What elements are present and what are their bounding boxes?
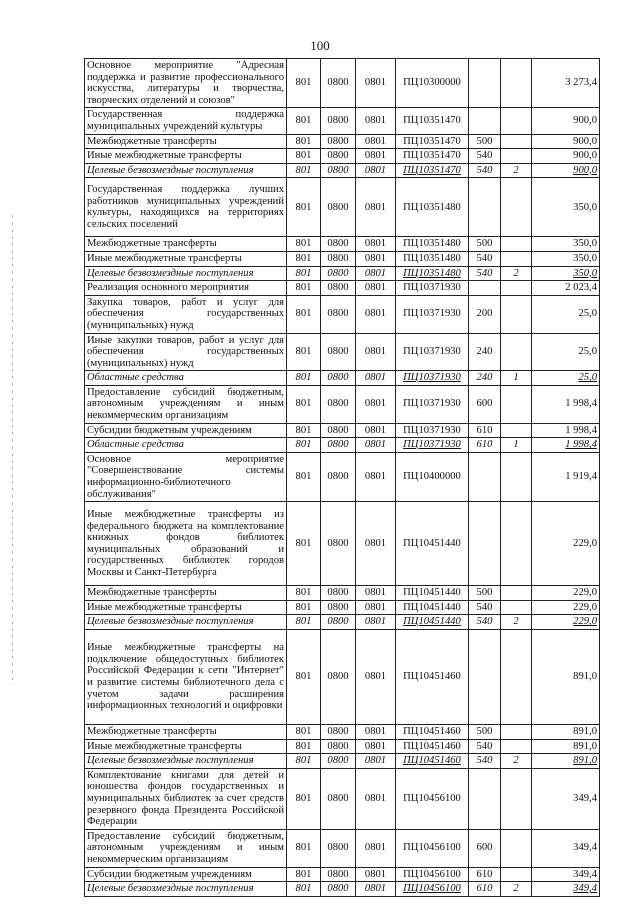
- table-row-subtotal: [85, 371, 600, 386]
- expense-type-cell: [469, 59, 501, 108]
- ministry-code-cell: 801: [287, 768, 321, 829]
- expense-type-cell: 500: [469, 237, 501, 252]
- section-code-cell: 0800: [321, 768, 356, 829]
- source-code-cell: 2: [501, 882, 532, 897]
- source-code-cell: [501, 134, 532, 149]
- section-code-cell: 0800: [321, 371, 356, 386]
- subsection-code-cell: 0801: [356, 149, 396, 164]
- section-code-cell: 0800: [321, 600, 356, 615]
- target-item-cell: ПЦ10351480: [396, 237, 469, 252]
- target-item-cell: ПЦ10451460: [396, 725, 469, 740]
- source-code-cell: [501, 739, 532, 754]
- section-code-cell: 0800: [321, 725, 356, 740]
- expense-type-cell: 610: [469, 867, 501, 882]
- table-row-subtotal: [85, 615, 600, 630]
- target-item-cell: ПЦ10451440: [396, 600, 469, 615]
- table-row: [85, 739, 600, 754]
- section-code-cell: 0800: [321, 134, 356, 149]
- section-code-cell: 0800: [321, 423, 356, 438]
- ministry-code-cell: 801: [287, 600, 321, 615]
- ministry-code-cell: 801: [287, 266, 321, 281]
- target-item-cell: ПЦ10456100: [396, 829, 469, 867]
- amount-cell: 350,0: [532, 266, 600, 281]
- table-row: [85, 867, 600, 882]
- source-code-cell: [501, 829, 532, 867]
- expense-type-cell: 540: [469, 149, 501, 164]
- row-name-cell: Межбюджетные трансферты: [85, 134, 287, 149]
- row-name-cell: Закупка товаров, работ и услуг для обеспечения государственных (муниципальных) нужд: [85, 295, 287, 333]
- table-row: [85, 108, 600, 134]
- amount-cell: 229,0: [532, 586, 600, 601]
- table-row: [85, 630, 600, 725]
- expense-type-cell: [469, 178, 501, 237]
- amount-cell: 349,4: [532, 867, 600, 882]
- row-name-cell: Основное мероприятие "Адресная поддержка и развитие профессионального искусства, литературы и творчества, творческих отделений и союзов": [85, 59, 287, 108]
- table-row: [85, 385, 600, 423]
- amount-cell: 891,0: [532, 630, 600, 725]
- row-name-cell: Целевые безвозмездные поступления: [85, 266, 287, 281]
- ministry-code-cell: 801: [287, 251, 321, 266]
- expense-type-cell: 540: [469, 754, 501, 769]
- target-item-cell: ПЦ10371930: [396, 371, 469, 386]
- target-item-cell: ПЦ10351470: [396, 149, 469, 164]
- table-row: [85, 281, 600, 296]
- table-row: [85, 452, 600, 501]
- amount-cell: 349,4: [532, 882, 600, 897]
- table-row: [85, 423, 600, 438]
- amount-cell: 900,0: [532, 149, 600, 164]
- section-code-cell: 0800: [321, 251, 356, 266]
- source-code-cell: [501, 630, 532, 725]
- ministry-code-cell: 801: [287, 59, 321, 108]
- source-code-cell: [501, 333, 532, 371]
- source-code-cell: [501, 149, 532, 164]
- table-row: [85, 59, 600, 108]
- row-name-cell: Целевые безвозмездные поступления: [85, 754, 287, 769]
- source-code-cell: 2: [501, 266, 532, 281]
- subsection-code-cell: 0801: [356, 768, 396, 829]
- subsection-code-cell: 0801: [356, 600, 396, 615]
- row-name-cell: Реализация основного мероприятия: [85, 281, 287, 296]
- subsection-code-cell: 0801: [356, 867, 396, 882]
- amount-cell: 25,0: [532, 371, 600, 386]
- target-item-cell: ПЦ10451460: [396, 739, 469, 754]
- expense-type-cell: 610: [469, 882, 501, 897]
- source-code-cell: [501, 600, 532, 615]
- amount-cell: 1 998,4: [532, 438, 600, 453]
- row-name-cell: Предоставление субсидий бюджетным, автономным учреждениям и иным некоммерческим организациям: [85, 385, 287, 423]
- table-row-subtotal: [85, 754, 600, 769]
- table-row: [85, 149, 600, 164]
- amount-cell: 350,0: [532, 237, 600, 252]
- subsection-code-cell: 0801: [356, 178, 396, 237]
- target-item-cell: ПЦ10371930: [396, 423, 469, 438]
- expense-type-cell: 240: [469, 333, 501, 371]
- row-name-cell: Межбюджетные трансферты: [85, 586, 287, 601]
- expense-type-cell: 540: [469, 266, 501, 281]
- row-name-cell: Государственная поддержка лучших работников муниципальных учреждений культуры, находящихся на территориях сельских поселений: [85, 178, 287, 237]
- source-code-cell: [501, 59, 532, 108]
- source-code-cell: [501, 178, 532, 237]
- subsection-code-cell: 0801: [356, 438, 396, 453]
- section-code-cell: 0800: [321, 149, 356, 164]
- table-row: [85, 134, 600, 149]
- budget-table: [84, 58, 600, 897]
- section-code-cell: 0800: [321, 281, 356, 296]
- source-code-cell: [501, 867, 532, 882]
- table-row: [85, 586, 600, 601]
- ministry-code-cell: 801: [287, 423, 321, 438]
- table-row: [85, 251, 600, 266]
- expense-type-cell: 540: [469, 739, 501, 754]
- section-code-cell: 0800: [321, 867, 356, 882]
- subsection-code-cell: 0801: [356, 237, 396, 252]
- section-code-cell: 0800: [321, 630, 356, 725]
- subsection-code-cell: 0801: [356, 423, 396, 438]
- source-code-cell: 2: [501, 615, 532, 630]
- amount-cell: 891,0: [532, 725, 600, 740]
- section-code-cell: 0800: [321, 266, 356, 281]
- expense-type-cell: 500: [469, 134, 501, 149]
- row-name-cell: Межбюджетные трансферты: [85, 725, 287, 740]
- section-code-cell: 0800: [321, 586, 356, 601]
- row-name-cell: Целевые безвозмездные поступления: [85, 163, 287, 178]
- section-code-cell: 0800: [321, 615, 356, 630]
- subsection-code-cell: 0801: [356, 586, 396, 601]
- section-code-cell: 0800: [321, 237, 356, 252]
- ministry-code-cell: 801: [287, 333, 321, 371]
- amount-cell: 349,4: [532, 768, 600, 829]
- row-name-cell: Иные межбюджетные трансферты: [85, 149, 287, 164]
- amount-cell: 350,0: [532, 251, 600, 266]
- ministry-code-cell: 801: [287, 108, 321, 134]
- expense-type-cell: [469, 502, 501, 586]
- table-row: [85, 295, 600, 333]
- section-code-cell: 0800: [321, 739, 356, 754]
- row-name-cell: Иные межбюджетные трансферты: [85, 600, 287, 615]
- target-item-cell: ПЦ10451460: [396, 754, 469, 769]
- source-code-cell: 1: [501, 371, 532, 386]
- section-code-cell: 0800: [321, 178, 356, 237]
- subsection-code-cell: 0801: [356, 882, 396, 897]
- source-code-cell: [501, 108, 532, 134]
- target-item-cell: ПЦ10351470: [396, 134, 469, 149]
- table-row: [85, 178, 600, 237]
- subsection-code-cell: 0801: [356, 829, 396, 867]
- row-name-cell: Основное мероприятие "Совершенствование системы информационно-библиотечного обслуживания": [85, 452, 287, 501]
- amount-cell: 349,4: [532, 829, 600, 867]
- ministry-code-cell: 801: [287, 281, 321, 296]
- scan-margin-line: [12, 215, 13, 685]
- ministry-code-cell: 801: [287, 237, 321, 252]
- section-code-cell: 0800: [321, 163, 356, 178]
- subsection-code-cell: 0801: [356, 266, 396, 281]
- amount-cell: 229,0: [532, 502, 600, 586]
- source-code-cell: [501, 725, 532, 740]
- source-code-cell: 1: [501, 438, 532, 453]
- target-item-cell: ПЦ10371930: [396, 438, 469, 453]
- amount-cell: 3 273,4: [532, 59, 600, 108]
- target-item-cell: ПЦ10351480: [396, 251, 469, 266]
- source-code-cell: [501, 237, 532, 252]
- amount-cell: 900,0: [532, 108, 600, 134]
- expense-type-cell: 600: [469, 829, 501, 867]
- ministry-code-cell: 801: [287, 867, 321, 882]
- ministry-code-cell: 801: [287, 295, 321, 333]
- target-item-cell: ПЦ10400000: [396, 452, 469, 501]
- source-code-cell: 2: [501, 163, 532, 178]
- table-row: [85, 237, 600, 252]
- source-code-cell: [501, 423, 532, 438]
- target-item-cell: ПЦ10456100: [396, 882, 469, 897]
- amount-cell: 891,0: [532, 739, 600, 754]
- expense-type-cell: 500: [469, 586, 501, 601]
- source-code-cell: [501, 768, 532, 829]
- section-code-cell: 0800: [321, 333, 356, 371]
- row-name-cell: Государственная поддержка муниципальных учреждений культуры: [85, 108, 287, 134]
- row-name-cell: Иные межбюджетные трансферты на подключение общедоступных библиотек Российской Федерации к сети "Интернет" и развитие системы библиотечного дела с учетом задачи расширения информационных технологий и оцифровки: [85, 630, 287, 725]
- subsection-code-cell: 0801: [356, 59, 396, 108]
- target-item-cell: ПЦ10351470: [396, 163, 469, 178]
- expense-type-cell: 540: [469, 251, 501, 266]
- subsection-code-cell: 0801: [356, 251, 396, 266]
- expense-type-cell: [469, 630, 501, 725]
- source-code-cell: [501, 502, 532, 586]
- ministry-code-cell: 801: [287, 725, 321, 740]
- expense-type-cell: 540: [469, 600, 501, 615]
- target-item-cell: ПЦ10371930: [396, 333, 469, 371]
- row-name-cell: Иные межбюджетные трансферты из федерального бюджета на комплектование книжных фондов библиотек муниципальных образований и государственных библиотек городов Москвы и Санкт-Петербурга: [85, 502, 287, 586]
- ministry-code-cell: 801: [287, 438, 321, 453]
- source-code-cell: [501, 281, 532, 296]
- subsection-code-cell: 0801: [356, 371, 396, 386]
- section-code-cell: 0800: [321, 295, 356, 333]
- expense-type-cell: 610: [469, 438, 501, 453]
- subsection-code-cell: 0801: [356, 385, 396, 423]
- ministry-code-cell: 801: [287, 452, 321, 501]
- amount-cell: 1 919,4: [532, 452, 600, 501]
- row-name-cell: Межбюджетные трансферты: [85, 237, 287, 252]
- section-code-cell: 0800: [321, 385, 356, 423]
- amount-cell: 900,0: [532, 163, 600, 178]
- table-row-subtotal: [85, 266, 600, 281]
- table-row: [85, 768, 600, 829]
- row-name-cell: Субсидии бюджетным учреждениям: [85, 867, 287, 882]
- source-code-cell: [501, 385, 532, 423]
- source-code-cell: [501, 586, 532, 601]
- row-name-cell: Областные средства: [85, 371, 287, 386]
- source-code-cell: [501, 452, 532, 501]
- target-item-cell: ПЦ10371930: [396, 295, 469, 333]
- expense-type-cell: 610: [469, 423, 501, 438]
- expense-type-cell: [469, 452, 501, 501]
- subsection-code-cell: 0801: [356, 725, 396, 740]
- expense-type-cell: 200: [469, 295, 501, 333]
- table-row-subtotal: [85, 438, 600, 453]
- target-item-cell: ПЦ10351480: [396, 178, 469, 237]
- page-number: 100: [310, 38, 330, 53]
- ministry-code-cell: 801: [287, 739, 321, 754]
- expense-type-cell: 240: [469, 371, 501, 386]
- row-name-cell: Иные закупки товаров, работ и услуг для обеспечения государственных (муниципальных) нужд: [85, 333, 287, 371]
- subsection-code-cell: 0801: [356, 163, 396, 178]
- expense-type-cell: [469, 281, 501, 296]
- subsection-code-cell: 0801: [356, 134, 396, 149]
- table-row: [85, 725, 600, 740]
- row-name-cell: Иные межбюджетные трансферты: [85, 251, 287, 266]
- amount-cell: 350,0: [532, 178, 600, 237]
- ministry-code-cell: 801: [287, 829, 321, 867]
- section-code-cell: 0800: [321, 59, 356, 108]
- subsection-code-cell: 0801: [356, 333, 396, 371]
- target-item-cell: ПЦ10300000: [396, 59, 469, 108]
- table-row: [85, 333, 600, 371]
- target-item-cell: ПЦ10451460: [396, 630, 469, 725]
- target-item-cell: ПЦ10456100: [396, 867, 469, 882]
- expense-type-cell: [469, 768, 501, 829]
- table-row: [85, 600, 600, 615]
- section-code-cell: 0800: [321, 452, 356, 501]
- ministry-code-cell: 801: [287, 586, 321, 601]
- ministry-code-cell: 801: [287, 615, 321, 630]
- source-code-cell: [501, 295, 532, 333]
- table-row: [85, 502, 600, 586]
- subsection-code-cell: 0801: [356, 295, 396, 333]
- expense-type-cell: 540: [469, 163, 501, 178]
- amount-cell: 25,0: [532, 295, 600, 333]
- target-item-cell: ПЦ10371930: [396, 281, 469, 296]
- expense-type-cell: [469, 108, 501, 134]
- ministry-code-cell: 801: [287, 630, 321, 725]
- target-item-cell: ПЦ10451440: [396, 586, 469, 601]
- ministry-code-cell: 801: [287, 178, 321, 237]
- table-row-subtotal: [85, 163, 600, 178]
- ministry-code-cell: 801: [287, 754, 321, 769]
- target-item-cell: ПЦ10351470: [396, 108, 469, 134]
- ministry-code-cell: 801: [287, 502, 321, 586]
- section-code-cell: 0800: [321, 829, 356, 867]
- source-code-cell: 2: [501, 754, 532, 769]
- row-name-cell: Целевые безвозмездные поступления: [85, 615, 287, 630]
- ministry-code-cell: 801: [287, 149, 321, 164]
- row-name-cell: Целевые безвозмездные поступления: [85, 882, 287, 897]
- ministry-code-cell: 801: [287, 371, 321, 386]
- amount-cell: 25,0: [532, 333, 600, 371]
- target-item-cell: ПЦ10456100: [396, 768, 469, 829]
- section-code-cell: 0800: [321, 438, 356, 453]
- subsection-code-cell: 0801: [356, 754, 396, 769]
- ministry-code-cell: 801: [287, 163, 321, 178]
- row-name-cell: Комплектование книгами для детей и юношества фондов государственных и муниципальных библиотек за счет средств резервного фонда Президента Российской Федерации: [85, 768, 287, 829]
- target-item-cell: ПЦ10451440: [396, 615, 469, 630]
- row-name-cell: Субсидии бюджетным учреждениям: [85, 423, 287, 438]
- amount-cell: 229,0: [532, 600, 600, 615]
- subsection-code-cell: 0801: [356, 108, 396, 134]
- row-name-cell: Иные межбюджетные трансферты: [85, 739, 287, 754]
- row-name-cell: Предоставление субсидий бюджетным, автономным учреждениям и иным некоммерческим организациям: [85, 829, 287, 867]
- section-code-cell: 0800: [321, 108, 356, 134]
- expense-type-cell: 540: [469, 615, 501, 630]
- expense-type-cell: 500: [469, 725, 501, 740]
- table-row: [85, 829, 600, 867]
- ministry-code-cell: 801: [287, 385, 321, 423]
- target-item-cell: ПЦ10371930: [396, 385, 469, 423]
- section-code-cell: 0800: [321, 882, 356, 897]
- subsection-code-cell: 0801: [356, 452, 396, 501]
- subsection-code-cell: 0801: [356, 630, 396, 725]
- amount-cell: 891,0: [532, 754, 600, 769]
- expense-type-cell: 600: [469, 385, 501, 423]
- section-code-cell: 0800: [321, 502, 356, 586]
- subsection-code-cell: 0801: [356, 502, 396, 586]
- amount-cell: 2 023,4: [532, 281, 600, 296]
- ministry-code-cell: 801: [287, 134, 321, 149]
- amount-cell: 1 998,4: [532, 423, 600, 438]
- amount-cell: 229,0: [532, 615, 600, 630]
- source-code-cell: [501, 251, 532, 266]
- section-code-cell: 0800: [321, 754, 356, 769]
- target-item-cell: ПЦ10351480: [396, 266, 469, 281]
- amount-cell: 1 998,4: [532, 385, 600, 423]
- subsection-code-cell: 0801: [356, 281, 396, 296]
- subsection-code-cell: 0801: [356, 615, 396, 630]
- amount-cell: 900,0: [532, 134, 600, 149]
- ministry-code-cell: 801: [287, 882, 321, 897]
- table-row-subtotal: [85, 882, 600, 897]
- subsection-code-cell: 0801: [356, 739, 396, 754]
- row-name-cell: Областные средства: [85, 438, 287, 453]
- target-item-cell: ПЦ10451440: [396, 502, 469, 586]
